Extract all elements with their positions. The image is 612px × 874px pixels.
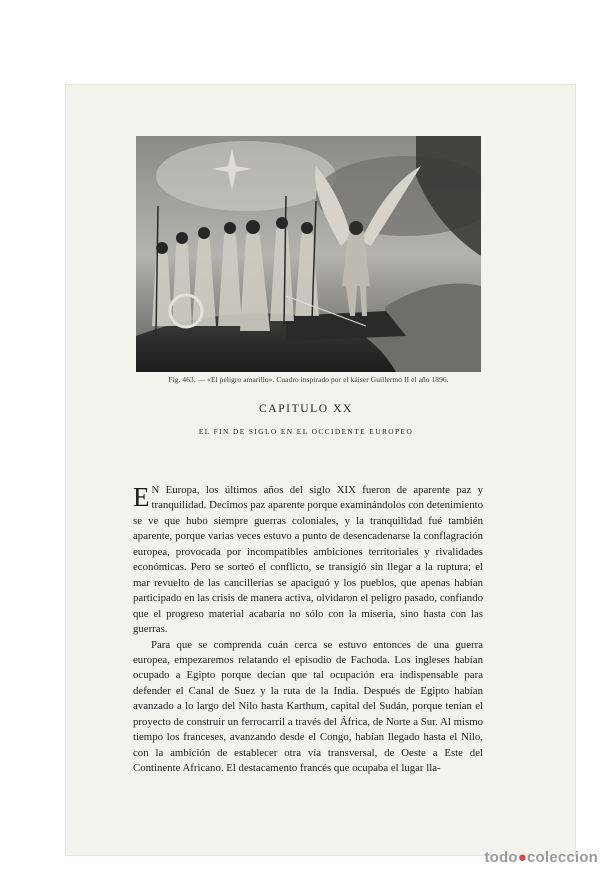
watermark-suffix: coleccion (527, 849, 598, 866)
chapter-subtitle: EL FIN DE SIGLO EN EL OCCIDENTE EUROPEO (198, 427, 414, 436)
watermark-dot-icon: ● (517, 849, 527, 866)
paragraph: Para que se comprenda cuán cerca se estuvo entonces de una guerra europea, empezaremos relatando el episodio de Fachoda. Los ingleses habían ocupado a Egipto porque decían que tal ocupación era indispensable para defender el Canal de Suez y la ruta de la India. Después de Egipto habían avanzado a lo largo del Nilo hasta Karthum, capital del Sudán, porque tenían el proyecto de construir un ferrocarril a través del África, de Norte a Sur. Al mismo tiempo los franceses, avanzando desde el Congo, habían llegado hasta el Nilo, con la ambición de establecer otra vía transversal, de Oeste a Este del Continente Africano. El destacamento francés que ocupaba el lugar lla- (133, 638, 483, 775)
watermark-prefix: todo (484, 849, 518, 866)
watermark-logo (484, 849, 598, 866)
body-text (133, 483, 483, 777)
drop-cap: E (133, 482, 150, 512)
figure-caption: Fig. 463. — «El peligro amarillo». Cuadro inspirado por el káiser Guillermo II el año 1896. (168, 375, 449, 384)
paragraph (133, 483, 483, 638)
paragraph-text: N Europa, los últimos años del siglo XIX fueron de aparente paz y tranquilidad. Decimos paz aparente porque examinándolos con detenimiento se ve que hubo siempre guerras coloniales, y la tranquilidad fué también aparente, porque varias veces estuvo a punto de desencadenarse la conflagración europea, provocada por incompatibles ambiciones territoriales y rivalidades económicas. Pero se sorteó el conflicto, se transigió sin llegar a la ruptura; el mar revuelto de las cancillerías se apaciguó y los pueblos, que apenas habían participado en las crisis de manera activa, olvidaron el peligro pasado, confiando que el progreso material acabaría no sólo con la miseria, sino hasta con las guerras. (133, 484, 483, 636)
figure-image (136, 136, 481, 372)
chapter-title: CAPITULO XX (259, 403, 353, 415)
